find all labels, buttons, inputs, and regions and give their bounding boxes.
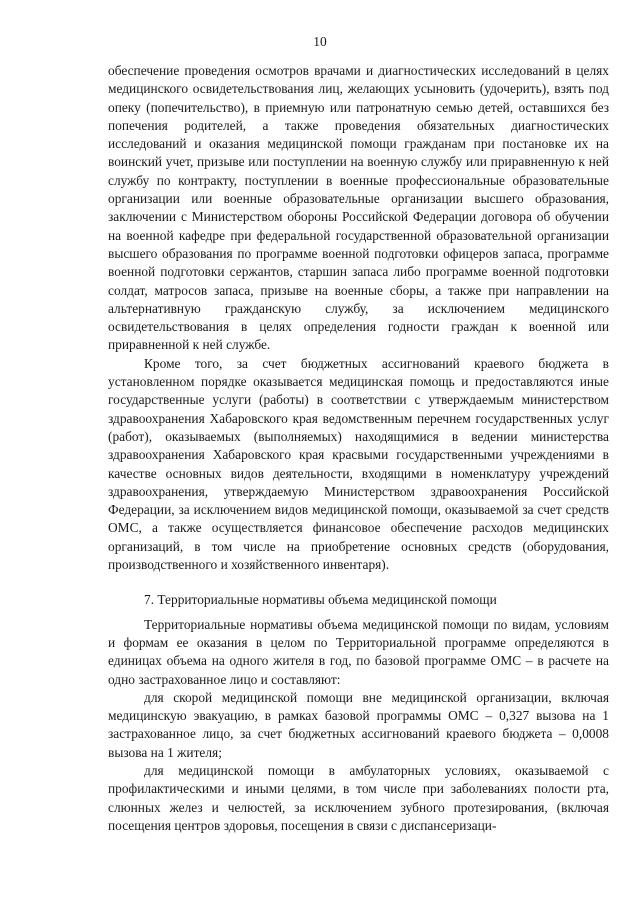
paragraph-emergency-care: для скорой медицинской помощи вне медицинской организации, включая медицинскую эвакуацию, в рамках базовой программы ОМС – 0,327 вызова на 1 застрахованное лицо, за счет бюджетных ассигнований краевого бюджета – 0,0008 вызова на 1 жителя; [108, 689, 609, 760]
paragraph-military-exam: обеспечение проведения осмотров врачами и диагностических исследований в целях медицинского освидетельствования лиц, желающих усыновить (удочерить), взять под опеку (попечительство), в приемную или патронатную семью детей, оставшихся без попечения родителей, а также проведения обязательных диагностических исследований и оказания медицинской помощи гражданам при постановке их на воинский учет, призыве или поступлении на военную службу или приравненную к ней службу по контракту, поступлении в военные профессиональные образовательные организации или военные образовательные организации высшего образования, заключении с Министерством обороны Российской Федерации договора об обучении на военной кафедре при федеральной государственной образовательной организации высшего образования по программе военной подготовки офицеров запаса, программе военной подготовки сержантов, старшин запаса либо программе военной подготовки солдат, матросов запаса, призыве на военные сборы, а также при направлении на альтернативную гражданскую службу, за исключением медицинского освидетельствования в целях определения годности граждан к военной или приравненной к ней службе. [108, 63, 609, 353]
paragraph-norms-intro: Территориальные нормативы объема медицинской помощи по видам, условиям и формам ее оказания в целом по Территориальной программе определяются в единицах объема на одного жителя в год, по базовой программе ОМС – в расчете на одно застрахованное лицо и составляют: [108, 616, 609, 687]
paragraph-budget-funding: Кроме того, за счет бюджетных ассигнований краевого бюджета в установленном порядке оказывается медицинская помощь и предоставляются иные государственные услуги (работы) в соответствии с утверждаемым министерством здравоохранения Хабаровского края ведомственным перечнем государственных услуг (работ), оказываемых (выполняемых) находящимися в ведении министерства здравоохранения Хабаровского края красвыми государственными учреждениями в качестве основных видов деятельности, входящими в номенклатуру учреждений здравоохранения, утверждаемую Министерством здравоохранения Российской Федерации, за исключением видов медицинской помощи, оказываемой за счет средств ОМС, а также осуществляется финансовое обеспечение расходов медицинских организаций, в том числе на приобретение основных средств (оборудования, производственного и хозяйственного инвентаря). [108, 355, 609, 573]
document-body [108, 62, 609, 835]
page-number: 10 [313, 34, 327, 49]
paragraph-outpatient-care: для медицинской помощи в амбулаторных условиях, оказываемой с профилактическими и иными целями, в том числе при заболеваниях полости рта, слюнных желез и челюстей, за исключением зубного протезирования, (включая посещения центров здоровья, посещения в связи с диспансеризаци- [108, 762, 609, 833]
section-heading: 7. Территориальные нормативы объема медицинской помощи [144, 592, 497, 608]
